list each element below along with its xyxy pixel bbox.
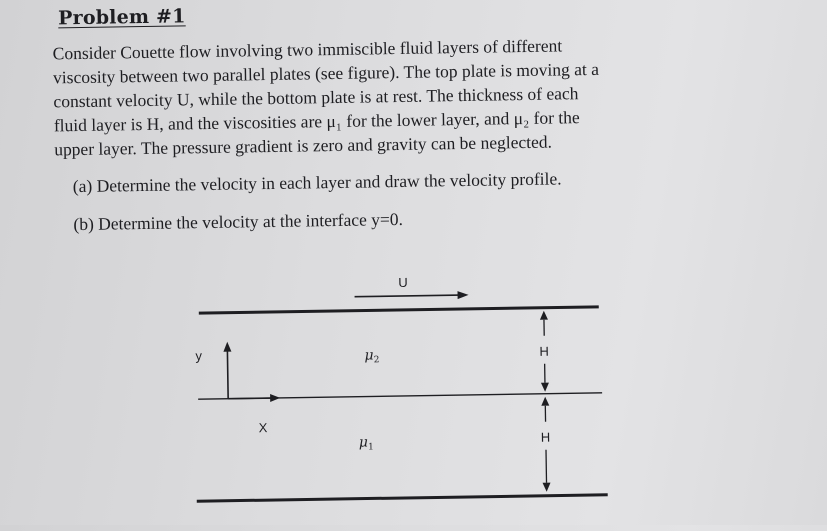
- x-axis: [228, 398, 272, 399]
- upper-viscosity-label: $\mu_2$: [364, 347, 379, 365]
- upper-dimension-bottom-arrowhead: [541, 383, 549, 392]
- statement-line: constant velocity U, while the bottom plate is at rest. The thickness of each: [53, 79, 733, 114]
- x-axis-label: X: [258, 420, 267, 435]
- velocity-arrow-shaft: [355, 295, 461, 297]
- velocity-arrow-head: [457, 291, 468, 299]
- lower-dimension-bottom-arrowhead: [543, 483, 551, 492]
- statement-line: viscosity between two parallel plates (see figure). The top plate is moving at a: [53, 55, 733, 90]
- question-part-a: (a) Determine the velocity in each layer and draw the velocity profile.: [73, 168, 562, 197]
- y-axis-label: y: [195, 348, 202, 363]
- x-axis-arrowhead: [270, 394, 280, 402]
- upper-dimension-top-arrowhead: [540, 311, 548, 320]
- top-plate: [199, 307, 599, 313]
- lower-thickness-label: H: [541, 430, 551, 445]
- problem-title: Problem #1: [58, 5, 186, 29]
- lower-viscosity-label: $\mu_1$: [359, 434, 374, 452]
- lower-dimension-bottom-line: [546, 450, 547, 483]
- statement-line: fluid layer is H, and the viscosities are μ₁ for the lower layer, and μ₂ for the: [54, 103, 734, 138]
- question-part-b: (b) Determine the velocity at the interface y=0.: [73, 209, 403, 235]
- statement-line: upper layer. The pressure gradient is zero and gravity can be neglected.: [54, 127, 734, 162]
- statement-line: Consider Couette flow involving two immiscible fluid layers of different: [53, 31, 733, 66]
- lower-dimension-top-arrowhead: [541, 397, 549, 406]
- velocity-label: U: [398, 275, 408, 290]
- y-axis-arrowhead: [223, 342, 231, 352]
- upper-thickness-label: H: [539, 344, 549, 359]
- bottom-plate: [197, 495, 608, 501]
- y-axis: [227, 350, 228, 399]
